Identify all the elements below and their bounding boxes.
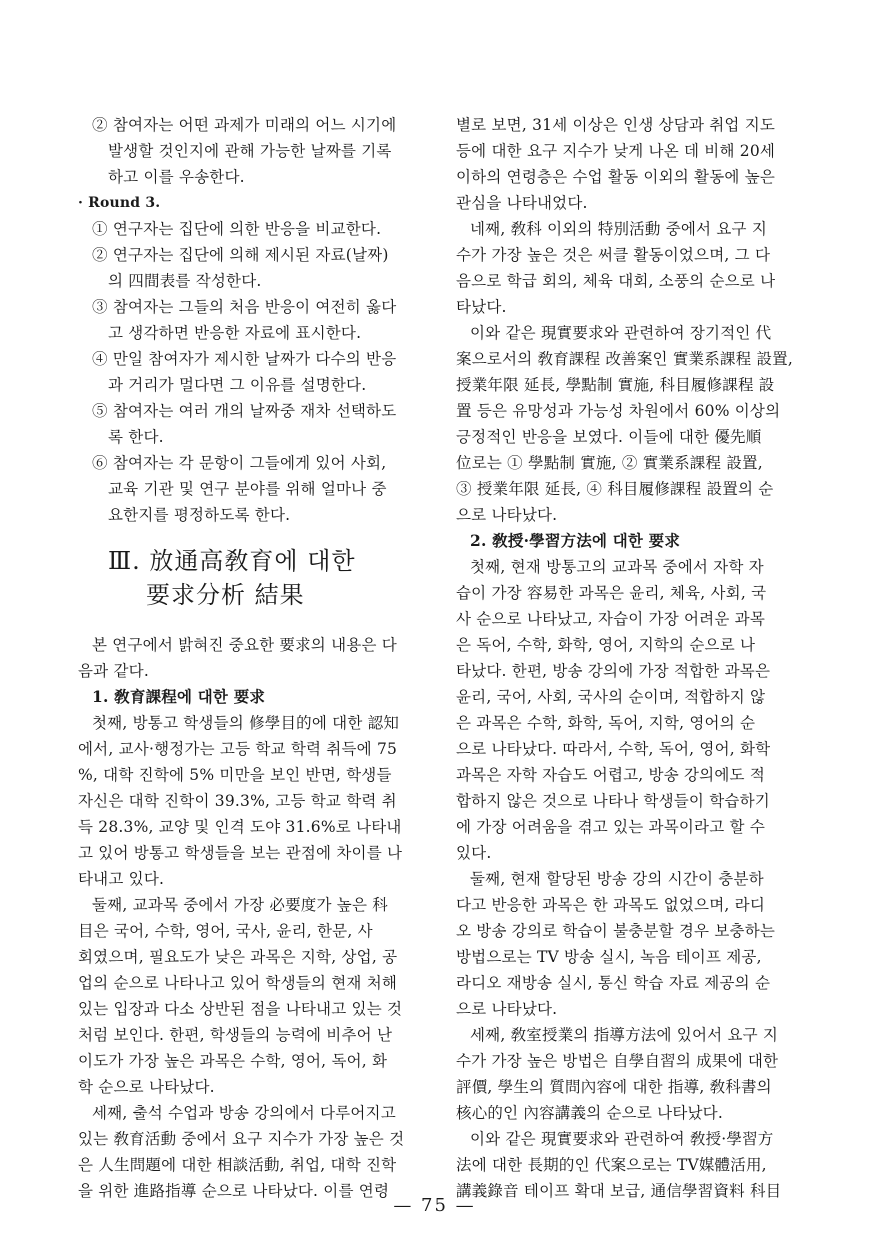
right-column — [456, 112, 806, 1204]
text-line: 사 순으로 나타났고, 자습이 가장 어려운 과목 — [456, 610, 766, 628]
text-line: 法에 대한 長期的인 代案으로는 TV媒體活用, — [456, 1156, 767, 1174]
round-3-list — [78, 216, 428, 528]
paragraph — [78, 892, 428, 1100]
text-line: 이와 같은 現實要求와 관련하여 敎授·學習方 — [470, 1130, 774, 1148]
text-line: 오 방송 강의로 학습이 불충분할 경우 보충하는 — [456, 922, 776, 940]
text-line: 授業年限 延長, 學點制 實施, 科目履修課程 設 — [456, 376, 775, 394]
text-line: ② 참여자는 어떤 과제가 미래의 어느 시기에 — [92, 116, 397, 134]
list-item-cont: 의 四間表를 작성한다. — [108, 272, 262, 290]
round-3-label: · Round 3. — [78, 195, 161, 211]
text-line: 核心的인 內容講義의 순으로 나타났다. — [456, 1104, 723, 1122]
text-line: 업의 순으로 나타나고 있어 학생들의 현재 처해 — [78, 974, 398, 992]
section-heading-cont: 要求分析 結果 — [146, 581, 305, 609]
text-line: 으로 나타났다. — [456, 1000, 558, 1018]
text-line: 置 등은 유망성과 가능성 차원에서 60% 이상의 — [456, 402, 781, 420]
text-line: 타났다. 한편, 방송 강의에 가장 적합한 과목은 — [456, 662, 771, 680]
text-line: 합하지 않은 것으로 나타나 학생들이 학습하기 — [456, 792, 770, 810]
text-line: 에 가장 어려움을 겪고 있는 과목이라고 할 수 — [456, 818, 766, 836]
intro-paragraph — [78, 632, 428, 684]
subsection-heading: 1. 敎育課程에 대한 要求 — [92, 687, 266, 706]
text-line: 講義錄音 테이프 확대 보급, 通信學習資料 科目 — [456, 1182, 782, 1200]
text-line: 타내고 있다. — [78, 870, 165, 888]
list-item-cont: 교육 기관 및 연구 분야를 위해 얼마나 중 — [108, 480, 387, 498]
text-line: 발생할 것인지에 관해 가능한 날짜를 기록 — [108, 142, 392, 160]
paragraph — [456, 320, 806, 528]
text-line: 으로 나타났다. — [456, 506, 558, 524]
page-number: — 75 — — [393, 1195, 476, 1216]
text-line: 학 순으로 나타났다. — [78, 1078, 215, 1096]
text-line: 位로는 ① 學點制 實施, ② 實業系課程 設置, — [456, 454, 763, 472]
list-item: ④ 만일 참여자가 제시한 날짜가 다수의 반응 — [92, 350, 397, 368]
text-line: 은 人生問題에 대한 相談活動, 취업, 대학 진학 — [78, 1156, 397, 1174]
text-line: 습이 가장 容易한 과목은 윤리, 체육, 사회, 국 — [456, 584, 767, 602]
list-item: ⑥ 참여자는 각 문항이 그들에게 있어 사회, — [92, 454, 387, 472]
text-line: 음과 같다. — [78, 662, 149, 680]
list-item: ③ 참여자는 그들의 처음 반응이 여전히 옳다 — [92, 298, 397, 316]
text-line: 별로 보면, 31세 이상은 인생 상담과 취업 지도 — [456, 116, 776, 134]
text-line: 目은 국어, 수학, 영어, 국사, 윤리, 한문, 사 — [78, 922, 373, 940]
paragraph — [456, 866, 806, 1022]
paragraph — [456, 554, 806, 866]
text-line: 득 28.3%, 교양 및 인격 도야 31.6%로 나타내 — [78, 818, 402, 836]
text-line: 이하의 연령층은 수업 활동 이외의 활동에 높은 — [456, 168, 776, 186]
list-item-cont: 고 생각하면 반응한 자료에 표시한다. — [108, 324, 362, 342]
text-line: 있다. — [456, 844, 492, 862]
text-line: 등에 대한 요구 지수가 낮게 나온 데 비해 20세 — [456, 142, 776, 160]
text-line: 다고 반응한 과목은 한 과목도 없었으며, 라디 — [456, 896, 766, 914]
text-line: 방법으로는 TV 방송 실시, 녹음 테이프 제공, — [456, 948, 762, 966]
text-line: 이도가 가장 높은 과목은 수학, 영어, 독어, 화 — [78, 1052, 388, 1070]
list-item-cont: 록 한다. — [108, 428, 164, 446]
text-line: 에서, 교사·행정가는 고등 학교 학력 취득에 75 — [78, 740, 398, 758]
text-line: 회였으며, 필요도가 낮은 과목은 지학, 상업, 공 — [78, 948, 398, 966]
text-line: 타났다. — [456, 298, 507, 316]
section-heading: Ⅲ. 放通高敎育에 대한 — [108, 547, 356, 575]
text-line: 으로 나타났다. 따라서, 수학, 독어, 영어, 화학 — [456, 740, 771, 758]
list-item-cont: 과 거리가 멀다면 그 이유를 설명한다. — [108, 376, 367, 394]
text-line: 고 있어 방통고 학생들을 보는 관점에 차이를 나 — [78, 844, 403, 862]
text-line: 둘째, 현재 할당된 방송 강의 시간이 충분하 — [470, 870, 764, 888]
text-line: 案으로서의 敎育課程 改善案인 實業系課程 設置, — [456, 350, 794, 368]
text-line: 첫째, 현재 방통고의 교과목 중에서 자학 자 — [470, 558, 764, 576]
text-line: 둘째, 교과목 중에서 가장 必要度가 높은 科 — [92, 896, 388, 914]
list-item: ① 연구자는 집단에 의한 반응을 비교한다. — [92, 220, 382, 238]
text-line: 을 위한 進路指導 순으로 나타났다. 이를 연령 — [78, 1182, 390, 1200]
paragraph — [456, 1126, 806, 1204]
text-line: 이와 같은 現實要求와 관련하여 장기적인 代 — [470, 324, 772, 342]
text-line: ③ 授業年限 延長, ④ 科目履修課程 設置의 순 — [456, 480, 774, 498]
text-line: 자신은 대학 진학이 39.3%, 고등 학교 학력 취 — [78, 792, 397, 810]
list-item: ② 연구자는 집단에 의해 제시된 자료(날짜) — [92, 246, 389, 264]
text-line: 관심을 나타내었다. — [456, 194, 588, 212]
paragraph — [456, 112, 806, 216]
list-item-cont: 요한지를 평정하도록 한다. — [108, 506, 291, 524]
text-line: 세째, 敎室授業의 指導方法에 있어서 요구 지 — [470, 1026, 779, 1044]
text-line: 세째, 출석 수업과 방송 강의에서 다루어지고 — [92, 1104, 396, 1122]
text-line: 첫째, 방통고 학생들의 修學目的에 대한 認知 — [92, 714, 400, 732]
text-line: 있는 입장과 다소 상반된 점을 나타내고 있는 것 — [78, 1000, 403, 1018]
paragraph — [78, 710, 428, 892]
text-line: 윤리, 국어, 사회, 국사의 순이며, 적합하지 않 — [456, 688, 766, 706]
paragraph — [456, 1022, 806, 1126]
text-line: 수가 가장 높은 방법은 自學自習의 成果에 대한 — [456, 1052, 779, 1070]
text-line: 수가 가장 높은 것은 써클 활동이었으며, 그 다 — [456, 246, 771, 264]
text-line: 있는 敎育活動 중에서 요구 지수가 가장 높은 것 — [78, 1130, 405, 1148]
text-line: 은 독어, 수학, 화학, 영어, 지학의 순으로 나 — [456, 636, 756, 654]
text-line: 네째, 敎科 이외의 特別活動 중에서 요구 지 — [470, 220, 767, 238]
text-line: %, 대학 진학에 5% 미만을 보인 반면, 학생들 — [78, 766, 392, 784]
text-line: 라디오 재방송 실시, 통신 학습 자료 제공의 순 — [456, 974, 771, 992]
text-line: 과목은 자학 자습도 어렵고, 방송 강의에도 적 — [456, 766, 766, 784]
text-line: 評價, 學生의 質問內容에 대한 指導, 敎科書의 — [456, 1078, 772, 1096]
text-line: 본 연구에서 밝혀진 중요한 要求의 내용은 다 — [92, 636, 397, 654]
paragraph — [78, 1100, 428, 1204]
text-line: 긍정적인 반응을 보였다. 이들에 대한 優先順 — [456, 428, 762, 446]
text-line: 하고 이를 우송한다. — [108, 168, 245, 186]
text-line: 처럼 보인다. 한편, 학생들의 능력에 비추어 난 — [78, 1026, 393, 1044]
text-line: 음으로 학급 회의, 체육 대회, 소풍의 순으로 나 — [456, 272, 776, 290]
paragraph — [456, 216, 806, 320]
text-line: 은 과목은 수학, 화학, 독어, 지학, 영어의 순 — [456, 714, 756, 732]
procedure-item-2 — [78, 112, 428, 190]
subsection-heading: 2. 敎授·學習方法에 대한 要求 — [470, 531, 681, 550]
list-item: ⑤ 참여자는 여러 개의 날짜중 재차 선택하도 — [92, 402, 397, 420]
left-column — [78, 112, 428, 1204]
